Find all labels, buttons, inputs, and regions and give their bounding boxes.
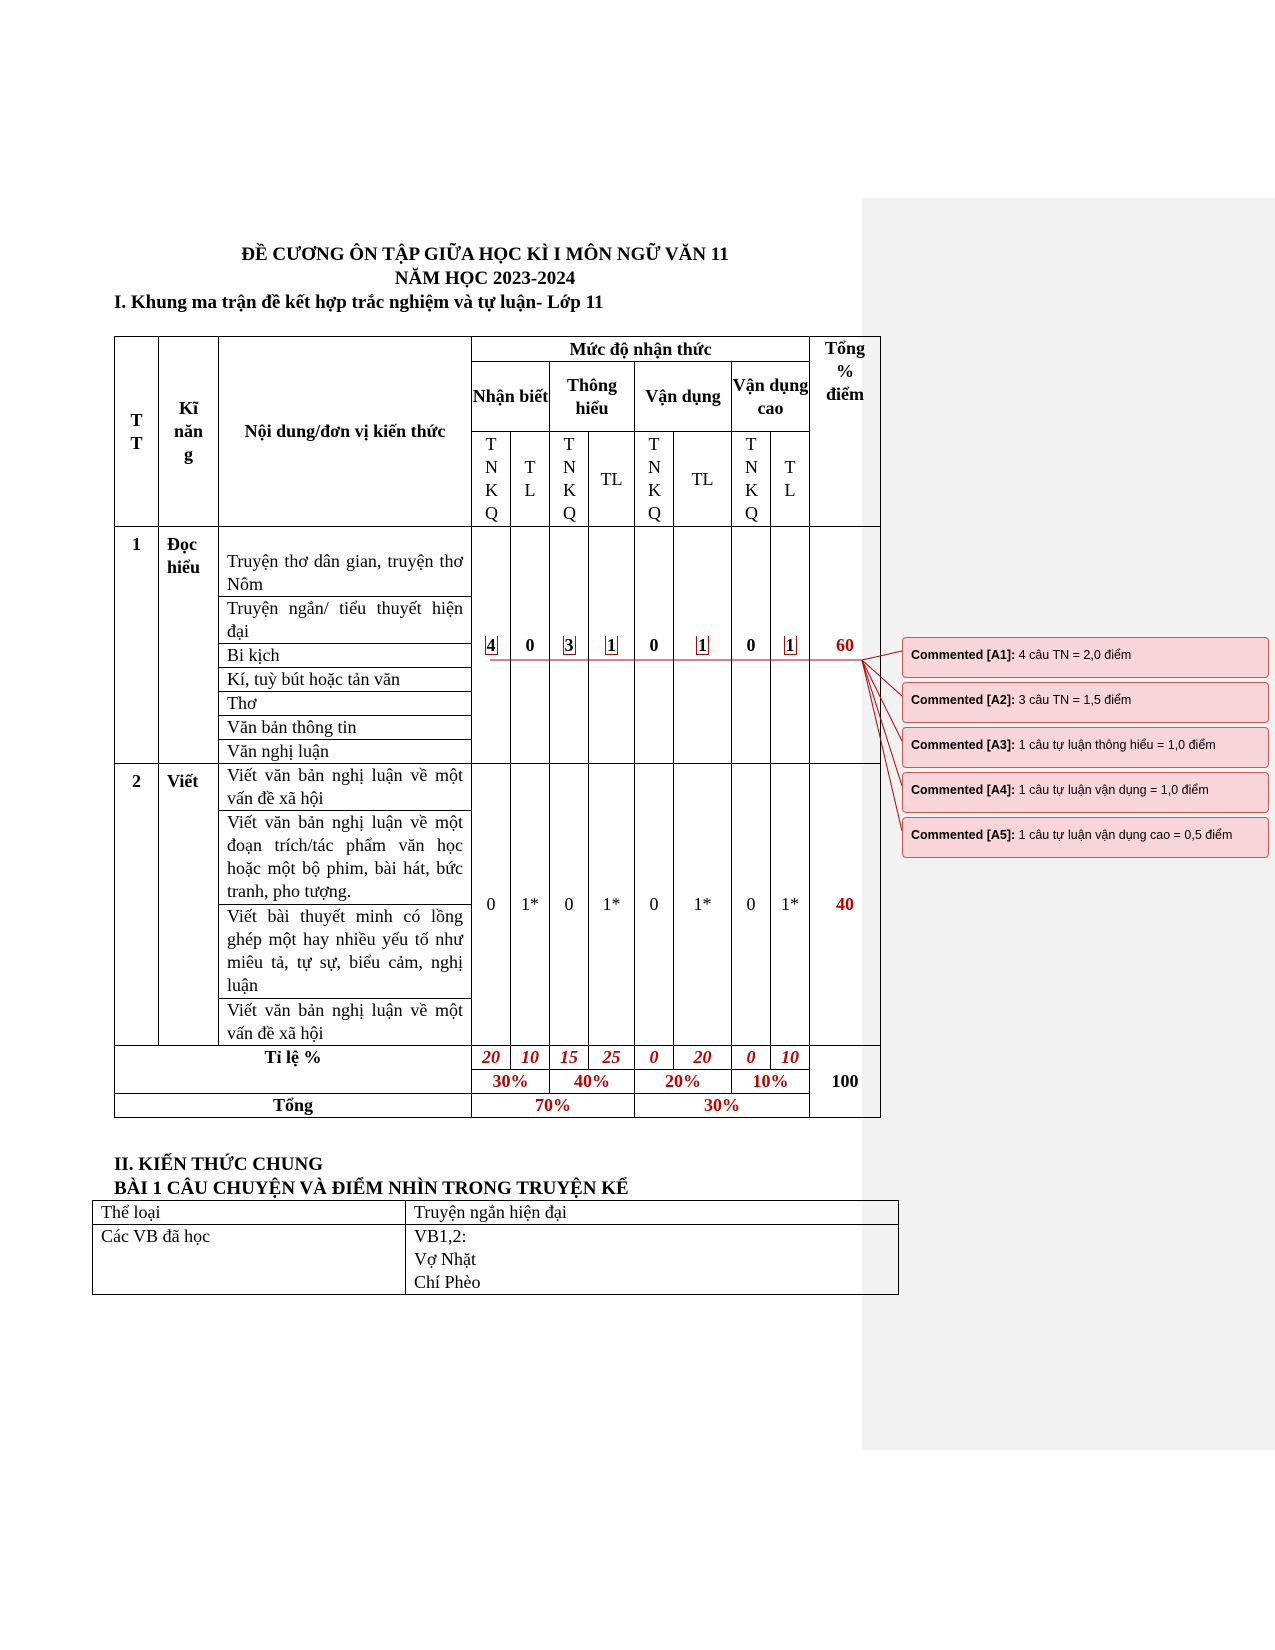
value-cell: 0: [511, 527, 550, 764]
comment-anchor-a1[interactable]: 4: [486, 634, 496, 655]
header-cognitive-level: Mức độ nhận thức: [472, 337, 810, 362]
value-cell: [771, 527, 810, 764]
comment-tag: Commented [A2]:: [911, 693, 1016, 707]
grand-total: 100: [810, 1046, 881, 1118]
exam-matrix-table: [114, 336, 881, 1118]
lesson-heading: BÀI 1 CÂU CHUYỆN VÀ ĐIỂM NHÌN TRONG TRUYỆN KỂ: [114, 1178, 629, 1199]
content-item: Văn bản thông tin: [219, 716, 472, 740]
comment-a2[interactable]: [902, 682, 1269, 723]
ratio-value: 10: [771, 1046, 810, 1070]
content-item: Viết văn bản nghị luận về một vấn đề xã hội: [219, 999, 472, 1046]
section-heading-1: I. Khung ma trận đề kết hợp trắc nghiệm và tự luận- Lớp 11: [114, 292, 604, 313]
ratio-value: 20: [472, 1046, 511, 1070]
level-recognition: Nhận biết: [472, 362, 550, 432]
ratio-value: 25: [589, 1046, 635, 1070]
comment-text: 1 câu tự luận vận dụng cao = 0,5 điểm: [1018, 828, 1233, 842]
value-cell: [589, 527, 635, 764]
sub-tnkq: T N K Q: [472, 432, 511, 527]
comment-a5[interactable]: [902, 817, 1269, 858]
value-cell: 0: [732, 764, 771, 1046]
sub-tl: TL: [589, 432, 635, 527]
value-cell: 0: [635, 764, 674, 1046]
content-item: Văn nghị luận: [219, 740, 472, 764]
skill-writing: Viết: [159, 764, 219, 1046]
row-total: 60: [810, 527, 881, 764]
value-cell: 0: [732, 527, 771, 764]
school-year: NĂM HỌC 2023-2024: [394, 268, 576, 289]
comment-a3[interactable]: [902, 727, 1269, 768]
value-cell: 0: [635, 527, 674, 764]
level-application: Vận dụng: [635, 362, 732, 432]
ratio-value: 10: [511, 1046, 550, 1070]
comment-text: 1 câu tự luận vận dụng = 1,0 điểm: [1018, 783, 1209, 797]
sub-tnkq: T N K Q: [732, 432, 771, 527]
sub-tl: T L: [511, 432, 550, 527]
level-comprehension: Thông hiểu: [550, 362, 635, 432]
level-high-application: Vận dụng cao: [732, 362, 810, 432]
comment-anchor-a3[interactable]: 1: [607, 634, 616, 655]
value-cell: 1*: [511, 764, 550, 1046]
sum-label: Tổng: [115, 1094, 472, 1118]
content-item: Truyện ngắn/ tiểu thuyết hiện đại: [219, 597, 472, 644]
document-title: ĐỀ CƯƠNG ÔN TẬP GIỮA HỌC KÌ I MÔN NGỮ VĂN 11: [241, 244, 729, 265]
comment-tag: Commented [A1]:: [911, 648, 1016, 662]
comment-text: 4 câu TN = 2,0 điểm: [1018, 648, 1132, 662]
text-line: Chí Phèo: [414, 1272, 481, 1292]
sum-value: 30%: [635, 1094, 810, 1118]
genre-label: Thể loại: [93, 1201, 406, 1225]
sub-tnkq: T N K Q: [550, 432, 589, 527]
sub-tl: TL: [674, 432, 732, 527]
value-cell: [550, 527, 589, 764]
level-ratio: 40%: [550, 1070, 635, 1094]
comment-text: 3 câu TN = 1,5 điểm: [1018, 693, 1132, 707]
comment-tag: Commented [A3]:: [911, 738, 1016, 752]
value-cell: 1*: [674, 764, 732, 1046]
value-cell: 1*: [589, 764, 635, 1046]
content-item: Viết văn bản nghị luận về một đoạn trích/tác phẩm văn học hoặc một bộ phim, bài hát, bức tranh, pho tượng.: [219, 811, 472, 905]
value-cell: 0: [472, 764, 511, 1046]
genre-value: Truyện ngắn hiện đại: [406, 1201, 899, 1225]
value-cell: [674, 527, 732, 764]
header-tt: T T: [115, 337, 159, 527]
comment-anchor-a2[interactable]: 3: [564, 634, 574, 655]
texts-value: [406, 1225, 899, 1295]
row-total: 40: [810, 764, 881, 1046]
sub-tl: T L: [771, 432, 810, 527]
skill-reading: Đọc hiểu: [159, 527, 219, 764]
content-item: Kí, tuỳ bút hoặc tản văn: [219, 668, 472, 692]
comment-anchor-a4[interactable]: 1: [698, 634, 707, 655]
ratio-value: 0: [732, 1046, 771, 1070]
ratio-value: 20: [674, 1046, 732, 1070]
comment-a1[interactable]: [902, 637, 1269, 678]
row-number: 1: [115, 527, 159, 764]
comment-a4[interactable]: [902, 772, 1269, 813]
header-skill: Kĩ năn g: [159, 337, 219, 527]
ratio-label: Tỉ lệ %: [115, 1046, 472, 1094]
content-item: Truyện thơ dân gian, truyện thơ Nôm: [219, 527, 472, 597]
content-item: Thơ: [219, 692, 472, 716]
text-line: VB1,2:: [414, 1226, 467, 1246]
header-content: Nội dung/đơn vị kiến thức: [219, 337, 472, 527]
level-ratio: 30%: [472, 1070, 550, 1094]
value-cell: [472, 527, 511, 764]
ratio-value: 15: [550, 1046, 589, 1070]
value-cell: 0: [550, 764, 589, 1046]
comment-anchor-a5[interactable]: 1: [785, 634, 795, 655]
value-cell: 1*: [771, 764, 810, 1046]
text-line: Vợ Nhặt: [414, 1249, 477, 1269]
content-item: Viết bài thuyết minh có lồng ghép một hay nhiều yếu tố như miêu tả, tự sự, biểu cảm, nghị luận: [219, 905, 472, 999]
comment-tag: Commented [A4]:: [911, 783, 1016, 797]
texts-label: Các VB đã học: [93, 1225, 406, 1295]
genre-table: [92, 1200, 899, 1295]
ratio-value: 0: [635, 1046, 674, 1070]
content-item: Bi kịch: [219, 644, 472, 668]
sub-tnkq: T N K Q: [635, 432, 674, 527]
level-ratio: 10%: [732, 1070, 810, 1094]
sum-value: 70%: [472, 1094, 635, 1118]
header-total: Tổng % điểm: [810, 337, 881, 527]
comment-tag: Commented [A5]:: [911, 828, 1016, 842]
comment-text: 1 câu tự luận thông hiểu = 1,0 điểm: [1018, 738, 1216, 752]
content-item: Viết văn bản nghị luận về một vấn đề xã hội: [219, 764, 472, 811]
section-heading-2: II. KIẾN THỨC CHUNG: [114, 1154, 324, 1175]
level-ratio: 20%: [635, 1070, 732, 1094]
row-number: 2: [115, 764, 159, 1046]
